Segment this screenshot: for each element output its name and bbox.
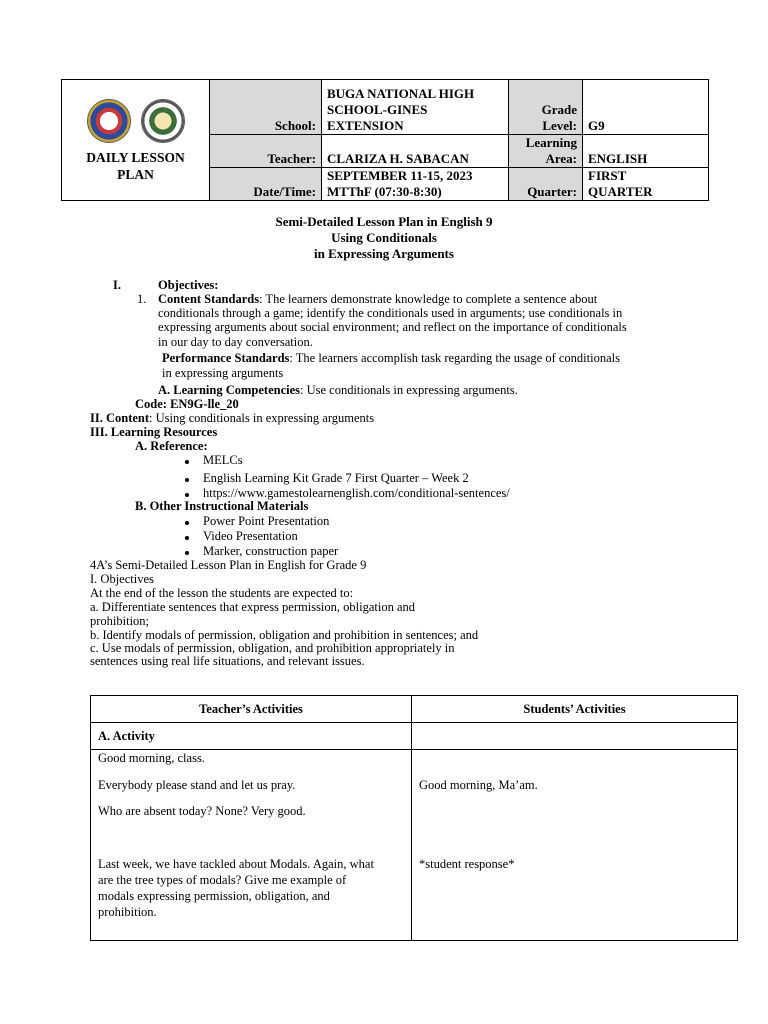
learning-resources-heading: III. Learning Resources [90, 425, 218, 439]
material-item: Video Presentation [203, 529, 298, 543]
activity-section-label: A. Activity [91, 723, 412, 750]
teacher-activities-cell [91, 750, 412, 941]
objectives-numeral: I. [113, 278, 121, 292]
teacher-line: Who are absent today? None? Very good. [98, 804, 306, 818]
material-item: Power Point Presentation [203, 514, 330, 528]
learning-competencies: A. Learning Competencies: Use conditionals in expressing arguments. [158, 383, 518, 397]
grade-level-value: G9 [583, 80, 709, 135]
fourA-objective-a-line2: prohibition; [90, 614, 150, 628]
content-section: II. Content: Using conditionals in expressing arguments [90, 411, 375, 425]
performance-standards-line2: in expressing arguments [162, 366, 284, 380]
teacher-label: Teacher: [210, 135, 322, 168]
teacher-line: prohibition. [98, 905, 157, 919]
other-materials-heading: B. Other Instructional Materials [135, 499, 309, 513]
content-standards-line4: in our day to day conversation. [158, 335, 313, 349]
teacher-line: Last week, we have tackled about Modals. Again, what [98, 857, 374, 871]
teacher-line: Good morning, class. [98, 751, 205, 765]
bullet-icon [185, 460, 189, 464]
lesson-title-line2: Using Conditionals [331, 230, 437, 245]
reference-link[interactable]: https://www.gamestolearnenglish.com/conditional-sentences/ [203, 486, 510, 500]
bullet-icon [185, 478, 189, 482]
reference-item: English Learning Kit Grade 7 First Quarter – Week 2 [203, 471, 469, 485]
learning-area-value: ENGLISH [583, 135, 709, 168]
fourA-objective-c-line2: sentences using real life situations, and relevant issues. [90, 654, 365, 668]
teacher-value: CLARIZA H. SABACAN [322, 135, 509, 168]
fourA-objectives: I. Objectives [90, 572, 154, 586]
students-activities-header: Students’ Activities [412, 696, 738, 723]
lesson-title-line3: in Expressing Arguments [314, 246, 454, 261]
activity-section-empty [412, 723, 738, 750]
content-standards-line3: expressing arguments about social environment; and reflect on the importance of conditionals [158, 320, 627, 334]
fourA-objective-a: a. Differentiate sentences that express permission, obligation and [90, 600, 416, 614]
date-time-value: SEPTEMBER 11-15, 2023 MTThF (07:30-8:30) [322, 168, 509, 201]
reference-item: MELCs [203, 453, 243, 467]
fourA-title: 4A’s Semi-Detailed Lesson Plan in English for Grade 9 [90, 558, 367, 572]
lesson-title-line1: Semi-Detailed Lesson Plan in English 9 [275, 214, 493, 229]
teacher-line: are the tree types of modals? Give me example of [98, 873, 347, 887]
bullet-icon [185, 536, 189, 540]
learning-area-label: Learning Area: [509, 135, 583, 168]
performance-standards: Performance Standards: The learners accomplish task regarding the usage of conditionals [162, 351, 620, 365]
students-activities-cell [412, 750, 738, 941]
reference-heading: A. Reference: [135, 439, 208, 453]
quarter-label: Quarter: [509, 168, 583, 201]
teacher-line: Everybody please stand and let us pray. [98, 778, 296, 792]
school-value: BUGA NATIONAL HIGH SCHOOL-GINES EXTENSION [322, 80, 509, 135]
bullet-icon [185, 493, 189, 497]
quarter-value: FIRST QUARTER [583, 168, 709, 201]
objective-number: 1. [137, 292, 147, 306]
content-standards: Content Standards: The learners demonstrate knowledge to complete a sentence about [158, 292, 598, 306]
date-time-label: Date/Time: [210, 168, 322, 201]
grade-level-label: Grade Level: [509, 80, 583, 135]
content-standards-line2: conditionals through a game; identify the conditionals used in arguments; use conditionals in [158, 306, 623, 320]
header-table [61, 79, 709, 201]
fourA-intro: At the end of the lesson the students are expected to: [90, 586, 354, 600]
deped-seal-icon [87, 99, 131, 143]
school-seal-icon [141, 99, 185, 143]
competency-code: Code: EN9G-lle_20 [135, 397, 239, 411]
plan-title: DAILY LESSON PLAN [86, 150, 185, 182]
material-item: Marker, construction paper [203, 544, 339, 558]
activities-table [90, 695, 738, 941]
student-line: Good morning, Ma’am. [419, 778, 538, 792]
school-label: School: [210, 80, 322, 135]
teacher-line: modals expressing permission, obligation, and [98, 889, 330, 903]
bullet-icon [185, 521, 189, 525]
fourA-objective-b: b. Identify modals of permission, obligation and prohibition in sentences; and [90, 628, 479, 642]
header-logo-cell [62, 80, 210, 201]
objectives-heading: Objectives: [158, 278, 219, 292]
teacher-activities-header: Teacher’s Activities [91, 696, 412, 723]
fourA-objective-c: c. Use modals of permission, obligation, and prohibition appropriately in [90, 641, 455, 655]
bullet-icon [185, 551, 189, 555]
student-line: *student response* [419, 857, 515, 871]
